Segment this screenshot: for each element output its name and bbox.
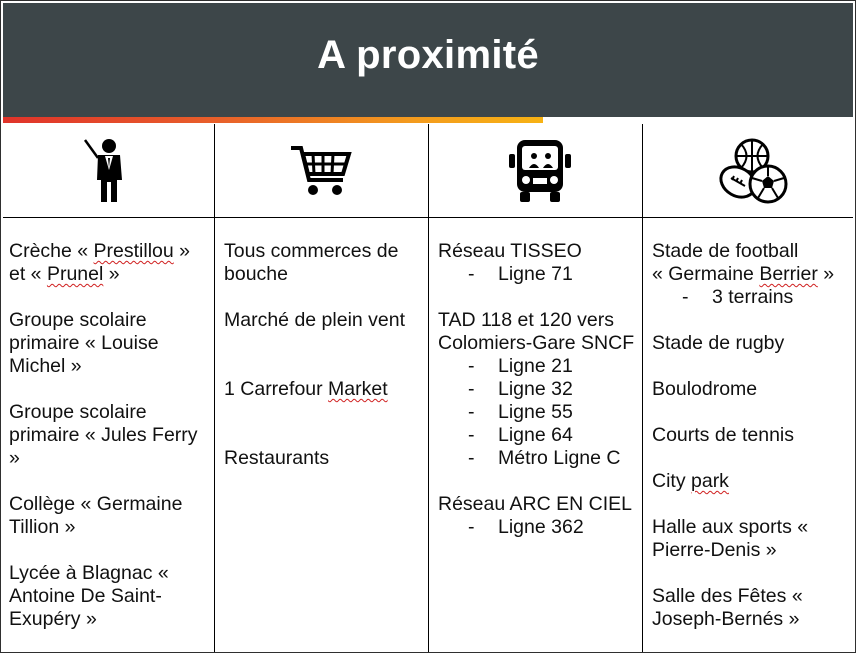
amenities-table: [3, 124, 853, 652]
list-item: Collège « Germaine Tillion »: [9, 493, 183, 538]
list-item: Réseau ARC EN CIEL - Ligne 362: [438, 493, 638, 539]
bus-icon: [503, 134, 577, 208]
list-item: 1 Carrefour Market: [224, 378, 388, 400]
column-divider: [642, 124, 643, 652]
list-item: Stade de rugby: [652, 332, 785, 354]
list-item: Tous commerces de bouche: [224, 240, 399, 285]
list-item: Restaurants: [224, 447, 330, 469]
sub-item: - Ligne 71: [438, 263, 638, 286]
education-column: [9, 240, 209, 653]
sub-item: - Ligne 55: [438, 401, 638, 424]
sub-item: - Ligne 32: [438, 378, 638, 401]
list-item: Réseau TISSEO - Ligne 71: [438, 240, 638, 286]
list-item: Lycée à Blagnac « Antoine De Saint-Exupéry »: [9, 562, 169, 630]
shopping-cart-icon: [285, 134, 359, 208]
list-item: Courts de tennis: [652, 424, 794, 446]
teacher-icon: [71, 134, 145, 208]
column-divider: [214, 124, 215, 652]
list-item: Stade de football « Germaine Berrier » - 3 terrains: [652, 240, 850, 309]
sub-item: - Métro Ligne C: [438, 447, 638, 470]
list-item: Halle aux sports « Pierre-Denis »: [652, 516, 809, 561]
sports-column: [652, 240, 850, 653]
sub-item: - Ligne 362: [438, 516, 638, 539]
list-item: Marché de plein vent: [224, 309, 406, 331]
list-item: Boulodrome: [652, 378, 758, 400]
sub-item: - 3 terrains: [652, 286, 850, 309]
column-divider: [428, 124, 429, 652]
list-item: Salle des Fêtes « Joseph-Bernés »: [652, 585, 803, 630]
sub-item: - Ligne 64: [438, 424, 638, 447]
list-item: City park: [652, 470, 729, 492]
sub-item: - Ligne 21: [438, 355, 638, 378]
page-title: A proximité: [317, 33, 539, 77]
sports-balls-icon: [716, 134, 790, 208]
list-item: TAD 118 et 120 vers Colomiers-Gare SNCF - Ligne 21 - Ligne 32 - Ligne 55 - Ligne 64 - Métro Ligne C: [438, 309, 638, 470]
header-bar: [3, 3, 853, 117]
accent-bar: [3, 117, 543, 123]
list-item: Crèche « Prestillou » et « Prunel »: [9, 240, 191, 285]
transport-column: [438, 240, 638, 562]
header-row-divider: [3, 217, 853, 218]
shops-column: [224, 240, 422, 493]
list-item: Groupe scolaire primaire « Louise Michel »: [9, 309, 159, 377]
list-item: Groupe scolaire primaire « Jules Ferry »: [9, 401, 198, 469]
